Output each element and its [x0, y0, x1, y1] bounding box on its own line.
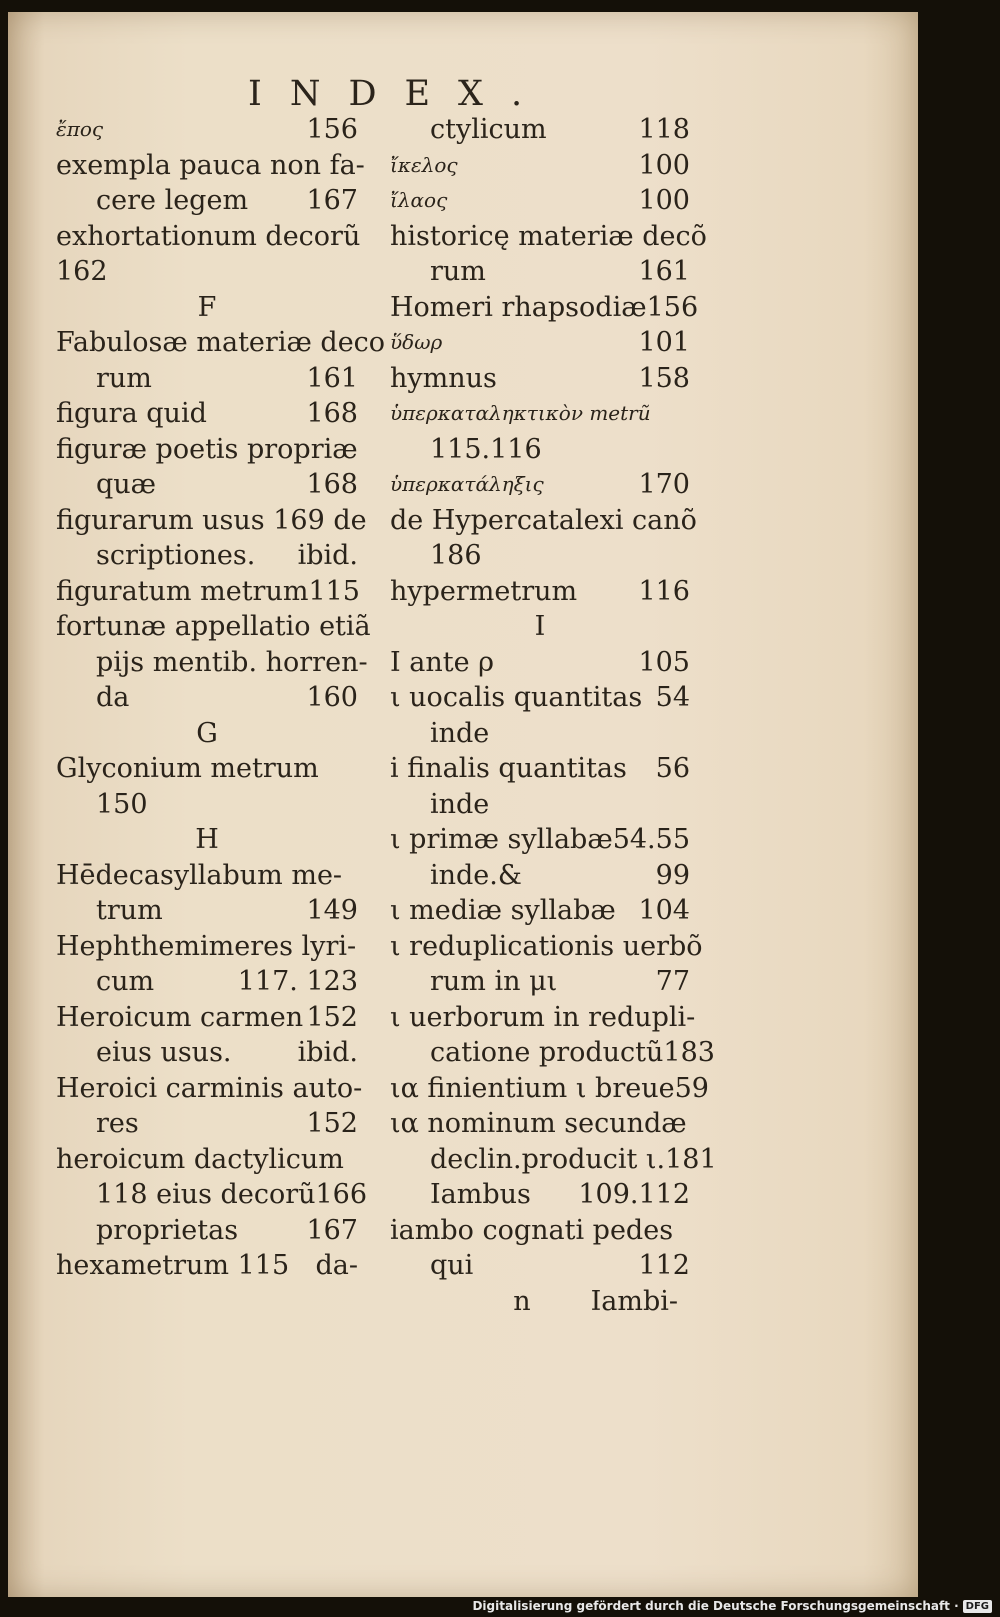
index-letter-heading	[56, 822, 358, 858]
index-page-number: 183	[663, 1037, 715, 1068]
index-term: ἔπος	[56, 117, 104, 141]
index-entry	[56, 787, 358, 823]
index-entry	[390, 467, 690, 503]
index-entry	[56, 254, 358, 290]
index-entry	[390, 1000, 696, 1036]
index-term: ι primæ syllabæ	[390, 824, 613, 855]
index-page-number: 158	[638, 362, 690, 394]
index-term: F	[197, 291, 217, 323]
index-entry	[56, 219, 361, 255]
index-entry	[56, 396, 358, 432]
index-term: historicę materiæ decõ	[390, 220, 707, 252]
index-page-number: 161	[306, 362, 358, 394]
index-term: ι mediæ syllabæ	[390, 895, 616, 926]
index-page-number: 170	[638, 469, 690, 500]
index-entry	[56, 964, 358, 1000]
index-page-number: 181	[665, 1143, 717, 1175]
index-page-number: 100	[638, 149, 690, 181]
index-page-number: 156	[306, 114, 358, 145]
digitization-note: Digitalisierung gefördert durch die Deutsche Forschungsgemeinschaft ·	[472, 1599, 959, 1613]
index-entry	[390, 503, 697, 539]
index-term: 115.116	[430, 433, 542, 465]
index-entry	[390, 787, 690, 823]
index-entry	[56, 503, 367, 539]
index-term: scriptiones.	[96, 540, 256, 571]
index-entry	[56, 680, 358, 716]
index-entry	[56, 325, 386, 361]
index-entry	[390, 1213, 690, 1249]
index-entry	[390, 396, 690, 432]
index-entry	[56, 893, 358, 929]
index-entry	[390, 432, 690, 468]
index-term: inde	[430, 788, 490, 820]
index-term: cum	[96, 966, 155, 997]
index-page-number: 109.112	[578, 1179, 690, 1210]
index-entry	[56, 1177, 368, 1213]
index-entry	[390, 1248, 690, 1284]
index-page-number: 156	[646, 291, 699, 323]
index-column-left	[56, 112, 386, 1284]
index-term: hexametrum 115	[56, 1250, 290, 1281]
index-term: I	[534, 611, 546, 642]
index-term: ὑπερκαταληκτικὸν metrũ	[390, 401, 651, 425]
index-term: figura quid	[56, 398, 207, 429]
catchword-line	[390, 1284, 690, 1320]
index-term: Heroicum carmen	[56, 1001, 304, 1033]
index-page-number: 168	[306, 469, 358, 500]
index-page-number: 54	[655, 682, 690, 713]
index-term: res	[96, 1108, 139, 1139]
index-term: eius usus.	[96, 1037, 232, 1068]
index-entry	[56, 361, 358, 397]
index-term: ὑπερκατάληξις	[390, 472, 544, 496]
index-term: Glyconium metrum	[56, 753, 319, 784]
index-term: catione productũ	[430, 1037, 664, 1068]
index-entry	[390, 538, 690, 574]
index-term: ι uerborum in redupli-	[390, 1001, 696, 1033]
index-entry	[390, 964, 690, 1000]
index-term: figuratum metrum	[56, 575, 309, 607]
index-entry	[390, 822, 690, 858]
index-term: rum	[96, 362, 152, 394]
index-entry	[56, 1035, 358, 1071]
index-term: Homeri rhapsodiæ	[390, 291, 647, 323]
index-term: Hēdecasyllabum me-	[56, 859, 343, 891]
index-term: ctylicum	[430, 114, 547, 145]
index-entry	[390, 148, 690, 184]
index-column-right	[390, 112, 717, 1319]
index-term: Heroici carminis auto-	[56, 1072, 363, 1104]
index-term: G	[196, 717, 218, 749]
dfg-logo-icon: DFG	[963, 1600, 992, 1613]
index-page-number: ibid.	[297, 540, 358, 571]
index-page-number: 77	[655, 966, 690, 997]
index-entry	[390, 716, 690, 752]
book-page	[8, 12, 918, 1597]
index-term: inde	[430, 717, 490, 749]
index-letter-heading	[390, 609, 690, 645]
index-entry	[56, 1142, 358, 1178]
index-page-number: 118	[638, 114, 690, 145]
index-term: ι reduplicationis uerbõ	[390, 930, 703, 962]
index-term: Hephthemimeres lyri-	[56, 930, 357, 962]
index-entry	[56, 183, 358, 219]
index-term: qui	[430, 1250, 474, 1281]
index-page-number: 101	[638, 327, 690, 358]
index-term: de Hypercatalexi canõ	[390, 504, 697, 536]
index-term: exhortationum decorũ	[56, 220, 361, 252]
index-page-number: 56	[655, 753, 690, 784]
index-entry	[390, 1142, 717, 1178]
index-page-number: 116	[638, 575, 690, 607]
index-entry	[390, 183, 690, 219]
index-term: figurarum usus 169 de	[56, 504, 367, 536]
index-entry	[390, 751, 690, 787]
index-term: proprietas	[96, 1214, 239, 1246]
index-entry	[56, 574, 358, 610]
index-entry	[390, 1177, 690, 1213]
index-entry	[56, 858, 358, 894]
index-term: pijs mentib. horren-	[96, 646, 368, 678]
index-term: 118 eius decorũ	[96, 1179, 316, 1210]
index-page-number: 112	[638, 1250, 690, 1281]
index-page-number: 149	[306, 895, 358, 926]
index-entry	[56, 432, 358, 468]
index-entry	[390, 929, 703, 965]
index-entry	[56, 1248, 358, 1284]
index-entry	[56, 538, 358, 574]
index-term: fortunæ appellatio etiã	[56, 611, 371, 642]
index-term: rum in μι	[430, 966, 558, 997]
index-entry	[390, 290, 699, 326]
index-term: hypermetrum	[390, 575, 578, 607]
page-header: INDEX.	[248, 74, 551, 114]
index-term: Iambus	[430, 1179, 531, 1210]
index-entry	[390, 361, 690, 397]
index-term: cere legem	[96, 185, 249, 216]
index-page-number: 115	[308, 575, 360, 607]
index-entry	[56, 148, 365, 184]
index-entry	[390, 574, 690, 610]
index-term: ὕδωρ	[390, 330, 443, 354]
index-term: ια finientium ι breue	[390, 1072, 675, 1104]
index-term: ἴλαος	[390, 188, 448, 212]
catchword: Iambi-	[590, 1285, 678, 1317]
index-entry	[390, 112, 690, 148]
index-entry	[390, 1071, 709, 1107]
index-entry	[390, 254, 690, 290]
index-page-number: ibid.	[297, 1037, 358, 1068]
index-page-number: 168	[306, 398, 358, 429]
index-entry	[390, 1035, 715, 1071]
index-term: exempla pauca non fa-	[56, 149, 365, 181]
index-entry	[56, 929, 358, 965]
index-page-number: 166	[315, 1179, 368, 1210]
index-entry	[390, 1106, 690, 1142]
index-letter-heading	[56, 290, 358, 326]
index-term: i finalis quantitas	[390, 753, 627, 784]
index-entry	[390, 893, 690, 929]
index-entry	[56, 1213, 358, 1249]
index-page-number: 54.55	[612, 824, 690, 855]
index-term: hymnus	[390, 362, 497, 394]
index-entry	[56, 645, 368, 681]
index-page-number: 167	[306, 1214, 358, 1246]
index-entry	[56, 1071, 363, 1107]
index-term: declin.producit ι.	[430, 1143, 666, 1175]
index-letter-heading	[56, 716, 358, 752]
index-term: rum	[430, 256, 486, 287]
index-term: ια nominum secundæ	[390, 1108, 687, 1139]
index-page-number: 104	[638, 895, 690, 926]
index-page-number: 152	[306, 1001, 358, 1033]
index-entry	[56, 751, 358, 787]
index-page-number: 99	[655, 859, 690, 891]
index-term: iambo cognati pedes	[390, 1214, 674, 1246]
index-page-number: 105	[638, 646, 690, 678]
index-term: figuræ poetis propriæ	[56, 433, 358, 465]
index-term: 186	[430, 540, 482, 571]
index-entry	[390, 219, 707, 255]
index-entry	[56, 609, 371, 645]
index-page-number: 117. 123	[237, 966, 358, 997]
index-term: heroicum dactylicum	[56, 1143, 344, 1175]
index-page-number: 160	[306, 682, 358, 713]
index-entry	[56, 112, 358, 148]
index-page-number: 167	[306, 185, 358, 216]
index-term: 150	[96, 788, 148, 820]
index-page-number: 152	[306, 1108, 358, 1139]
index-entry	[390, 645, 690, 681]
index-term: quæ	[96, 469, 157, 500]
index-term: ι uocalis quantitas	[390, 682, 643, 713]
index-term: trum	[96, 895, 163, 926]
index-entry	[56, 1000, 358, 1036]
index-page-number: 161	[638, 256, 690, 287]
index-page-number: da-	[315, 1250, 358, 1281]
index-term: ἴκελος	[390, 152, 458, 177]
signature-mark: n	[513, 1285, 531, 1317]
index-page-number: 100	[638, 185, 690, 216]
index-term: inde.&	[430, 859, 522, 891]
index-entry	[390, 680, 690, 716]
digitization-footer	[472, 1599, 992, 1613]
index-page-number: 59	[674, 1072, 709, 1104]
index-term: H	[195, 824, 219, 855]
index-entry	[56, 1106, 358, 1142]
index-entry	[56, 467, 358, 503]
index-term: 162	[56, 256, 108, 287]
index-term: Fabulosæ materiæ deco	[56, 327, 386, 358]
index-term: da	[96, 682, 130, 713]
index-entry	[390, 858, 690, 894]
index-term: I ante ρ	[390, 646, 495, 678]
index-entry	[390, 325, 690, 361]
